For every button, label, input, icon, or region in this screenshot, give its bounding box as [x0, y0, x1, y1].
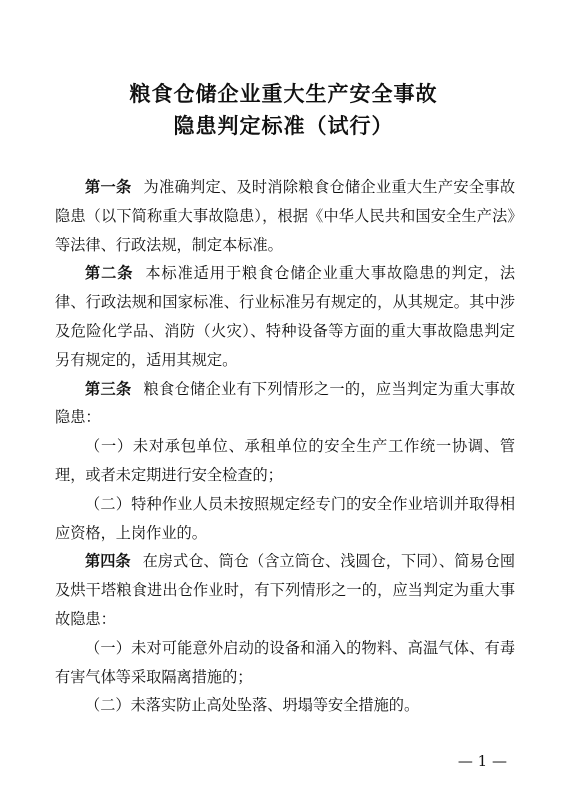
article-3-item-1 [55, 432, 515, 490]
item-text: （一）未对承包单位、承租单位的安全生产工作统一协调、管理，或者未定期进行安全检查的； [55, 437, 515, 484]
article-1 [55, 173, 515, 259]
article-text: 本标准适用于粮食仓储企业重大事故隐患的判定，法律、行政法规和国家标准、行业标准另有规定的，从其规定。其中涉及危险化学品、消防（火灾）、特种设备等方面的重大事故隐患判定另有规定的，适用其规定。 [55, 264, 516, 369]
page-number [0, 752, 567, 770]
document-title-line-1: 粮食仓储企业重大生产安全事故 [129, 82, 438, 106]
document-body [55, 173, 515, 720]
article-3-item-2 [55, 490, 515, 548]
article-heading: 第四条 [85, 552, 131, 571]
article-4-item-2 [55, 691, 515, 720]
item-text: （一）未对可能意外启动的设备和涌入的物料、高温气体、有毒有害气体等采取隔离措施的； [55, 638, 515, 686]
article-4-item-1 [55, 634, 515, 692]
article-text: 粮食仓储企业有下列情形之一的，应当判定为重大事故隐患： [55, 379, 516, 427]
article-3 [55, 375, 515, 433]
article-2 [55, 259, 515, 374]
article-heading: 第二条 [85, 264, 134, 283]
article-text: 为准确判定、及时消除粮食仓储企业重大生产安全事故隐患（以下简称重大事故隐患），根据《中华人民共和国安全生产法》等法律、行政法规，制定本标准。 [55, 178, 516, 254]
document-title-line-2: 隐患判定标准（试行） [173, 114, 394, 138]
item-text: （二）未落实防止高处坠落、坍塌等安全措施的。 [85, 696, 420, 715]
article-4 [55, 547, 515, 633]
article-text: 在房式仓、筒仓（含立筒仓、浅圆仓，下同）、简易仓囤及烘干塔粮食进出仓作业时，有下列情形之一的，应当判定为重大事故隐患： [55, 552, 516, 628]
page-number-text: — 1 — [457, 752, 507, 770]
article-heading: 第一条 [85, 178, 132, 196]
article-heading: 第三条 [85, 379, 132, 398]
item-text: （二）特种作业人员未按照规定经专门的安全作业培训并取得相应资格，上岗作业的。 [55, 494, 515, 542]
